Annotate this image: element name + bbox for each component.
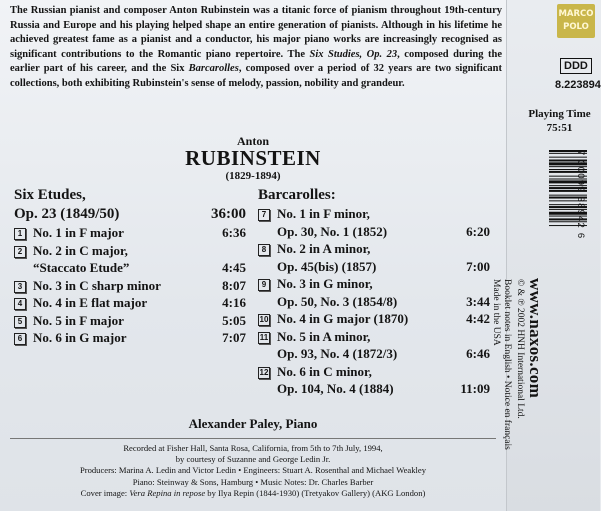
track-row xyxy=(258,363,490,398)
track-title: No. 2 in C major, xyxy=(33,242,128,258)
track-title: No. 3 in G minor, xyxy=(277,276,373,291)
playing-time-label: Playing Time xyxy=(528,108,591,120)
credits-line xyxy=(0,488,506,499)
track-title: No. 4 in E flat major xyxy=(33,295,148,310)
track-number-box: 4 xyxy=(14,298,26,310)
track-row xyxy=(14,312,246,330)
track-duration: 5:05 xyxy=(222,312,246,328)
track-duration: 7:07 xyxy=(222,330,246,345)
track-subtitle: Op. 45(bis) (1857) xyxy=(277,258,377,274)
intro-text-1: The Russian pianist and composer Anton Rubinstein was a titanic force of pianism throughout 19th-century Russia and Europe and his playing helped shape an entire generation of pianists. Although in his lifetime he achieved greatest fame as a pianist and a conductor, his major piano works are increasingly recognised as significant contributions to the Romantic piano repertoire. The xyxy=(10,5,502,60)
barcarolles-section xyxy=(258,186,490,398)
track-duration: 4:42 xyxy=(466,311,490,326)
track-subtitle: Op. 50, No. 3 (1854/8) xyxy=(277,293,398,309)
track-duration: 6:36 xyxy=(222,225,246,240)
track-number-box: 8 xyxy=(258,244,270,256)
track-title: No. 5 in A minor, xyxy=(277,328,371,344)
track-duration: 4:45 xyxy=(222,260,246,275)
track-duration: 4:16 xyxy=(222,295,246,310)
barcarolles-heading: Barcarolles: xyxy=(258,187,336,203)
composer-first-name: Anton xyxy=(236,134,269,148)
track-title: No. 3 in C sharp minor xyxy=(33,277,161,293)
track-title: No. 1 in F minor, xyxy=(277,206,370,221)
intro-text-3: , composed over a period of 32 years are two significant collections, both exhibiting Rubinstein's sense of melody, passion, nobility and grandeur. xyxy=(10,63,502,89)
track-row xyxy=(14,294,246,312)
credits-line: by courtesy of Suzanne and George Ledin Jr. xyxy=(175,454,331,465)
booklet-notes-text: Booklet notes in English • Notice en français xyxy=(502,279,512,450)
website-text: www.naxos.com xyxy=(526,278,545,399)
made-in-clip xyxy=(491,0,599,511)
track-title: No. 1 in F major xyxy=(33,225,124,240)
etudes-section xyxy=(14,186,246,347)
track-number-box: 3 xyxy=(14,281,26,293)
composer-dates: (1829-1894) xyxy=(225,170,281,182)
track-title: No. 6 in G major xyxy=(33,330,127,345)
track-duration: 6:46 xyxy=(466,346,490,361)
track-title: No. 6 in C minor, xyxy=(277,363,372,379)
track-subtitle: Op. 30, No. 1 (1852) xyxy=(277,223,388,239)
track-number-box: 9 xyxy=(258,279,270,291)
made-in-text: Made in the USA xyxy=(491,279,501,346)
credits-line: Producers: Marina A. Ledin and Victor Ledin • Engineers: Stuart A. Rosenthal and Michael Weakley xyxy=(79,465,427,476)
cover-label: Cover image: xyxy=(80,487,130,498)
etudes-title-line2: Op. 23 (1849/50) xyxy=(14,206,120,222)
track-number-box: 12 xyxy=(259,367,269,377)
track-row xyxy=(258,205,490,240)
performer: Alexander Paley, Piano xyxy=(188,416,318,431)
track-row xyxy=(258,328,490,363)
logo-line1: MARCO xyxy=(558,9,594,19)
track-row xyxy=(258,275,490,310)
track-number-box: 11 xyxy=(259,332,269,342)
cover-title: Vera Repina in repose xyxy=(129,487,206,498)
track-subtitle: “Staccato Etude” xyxy=(33,260,130,275)
ddd-badge: DDD xyxy=(560,58,592,74)
barcarolles-track-list xyxy=(258,205,490,398)
track-duration: 11:09 xyxy=(460,381,490,396)
etudes-title-line1: Six Etudes, xyxy=(14,187,86,203)
track-number-box: 1 xyxy=(14,228,26,240)
track-row xyxy=(258,310,490,328)
track-title: No. 5 in F major xyxy=(33,312,124,328)
track-duration: 3:44 xyxy=(466,293,490,309)
intro-italic-1: Six Studies, Op. 23 xyxy=(309,48,398,60)
cover-credit: by Ilya Repin (1844-1930) (Tretyakov Gallery) (AKG London) xyxy=(205,487,426,498)
divider xyxy=(10,438,496,439)
intro-text-2: , composed during the earlier part of his career, and the Six xyxy=(10,48,503,75)
composer-last-name: RUBINSTEIN xyxy=(185,146,321,170)
track-row xyxy=(14,329,246,347)
track-duration: 6:20 xyxy=(466,223,490,239)
credits-line: Recorded at Fisher Hall, Santa Rosa, California, from 5th to 7th July, 1994, xyxy=(123,443,383,453)
copyright-text: © & ℗ 2002 HNH International Ltd. xyxy=(515,279,525,419)
etudes-heading xyxy=(14,186,246,224)
barcode-digits: 7 30099 38942 6 xyxy=(575,150,586,240)
credits-line: Piano: Steinway & Sons, Hamburg • Music Notes: Dr. Charles Barber xyxy=(132,476,374,487)
intro-paragraph xyxy=(10,4,502,92)
track-title: No. 4 in G major (1870) xyxy=(277,311,409,326)
credits xyxy=(0,443,506,499)
catalog-number: 8.223894 xyxy=(555,79,601,91)
etudes-track-list xyxy=(14,224,246,347)
track-row xyxy=(14,242,246,277)
track-number-box: 7 xyxy=(258,209,270,221)
track-title: No. 2 in A minor, xyxy=(277,241,371,256)
track-number-box: 5 xyxy=(14,316,26,328)
track-duration: 8:07 xyxy=(222,277,246,293)
track-number-box: 6 xyxy=(14,333,26,345)
track-subtitle: Op. 104, No. 4 (1884) xyxy=(277,381,394,396)
intro-italic-2: Barcarolles xyxy=(188,63,239,75)
track-number-box: 2 xyxy=(14,246,26,258)
logo-line2: POLO xyxy=(563,22,589,32)
track-row xyxy=(14,224,246,242)
playing-time-value: 75:51 xyxy=(546,122,573,134)
track-row xyxy=(258,240,490,275)
track-row xyxy=(14,277,246,295)
track-duration: 7:00 xyxy=(466,258,490,274)
track-subtitle: Op. 93, No. 4 (1872/3) xyxy=(277,346,398,361)
etudes-total-duration: 36:00 xyxy=(211,206,246,222)
track-number-box: 10 xyxy=(259,315,269,324)
